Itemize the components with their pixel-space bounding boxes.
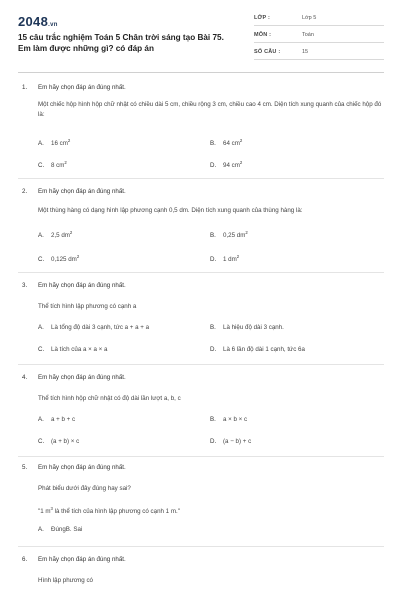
meta-value: Lớp 5 — [302, 15, 317, 21]
option-value: Là 6 lần độ dài 1 cạnh, tức 6a — [223, 346, 305, 353]
option-letter: C. — [38, 162, 45, 170]
option-letter: A. — [38, 140, 44, 148]
option-value: a + b + c — [51, 416, 76, 423]
question-text: Một chiếc hộp hình hộp chữ nhật có chiều dài 5 cm, chiều rộng 3 cm, chiều cao 4 cm. Diện tích xung quanh của chiếc hộp đó là: — [38, 101, 382, 118]
option-value: Là hiệu độ dài 3 cạnh. — [223, 324, 284, 331]
question-text: Thể tích hình hộp chữ nhật có độ dài lần lượt a, b, c — [38, 395, 181, 402]
option-value: 8 cm — [51, 162, 65, 170]
question-number: 3. — [22, 282, 28, 289]
question-text: Thể tích hình lập phương có cạnh a — [38, 303, 137, 310]
question-prompt: Em hãy chọn đáp án đúng nhất. — [38, 282, 126, 289]
option-d[interactable] — [210, 160, 242, 169]
logo-suffix: .vn — [48, 22, 58, 28]
option-value: 64 cm — [223, 140, 240, 148]
option-d[interactable] — [210, 254, 239, 263]
document-title: 15 câu trắc nghiệm Toán 5 Chân trời sáng tạo Bài 75. Em làm được những gì? có đáp án — [18, 33, 224, 53]
logo-main: 2048 — [18, 14, 49, 29]
option-sup: 2 — [236, 254, 240, 259]
question-prompt: Em hãy chọn đáp án đúng nhất. — [38, 84, 126, 91]
option-value: (a − b) + c — [223, 438, 252, 445]
option-letter: C. — [38, 346, 45, 353]
question-number: 4. — [22, 374, 28, 381]
option-letter: D. — [210, 438, 217, 445]
meta-row-subject — [254, 29, 384, 43]
question-divider — [18, 272, 384, 273]
question-statement — [38, 504, 383, 517]
meta-label: SỐ CÂU : — [254, 49, 281, 55]
option-letter: B. — [210, 324, 216, 331]
option-d[interactable] — [210, 438, 251, 445]
option-letter: D. — [210, 346, 217, 353]
question-prompt: Em hãy chọn đáp án đúng nhất. — [38, 188, 126, 195]
option-c[interactable] — [38, 254, 79, 263]
question-number: 2. — [22, 188, 28, 195]
option-value: 16 cm — [51, 140, 68, 148]
option-c[interactable] — [38, 438, 79, 445]
option-a[interactable] — [38, 138, 70, 147]
site-logo[interactable] — [18, 14, 58, 29]
option-value: ĐúngB. Sai — [51, 526, 83, 533]
option-letter: C. — [38, 438, 45, 445]
option-a[interactable] — [38, 416, 75, 423]
question-number: 5. — [22, 464, 28, 471]
option-sup: 2 — [239, 160, 243, 165]
option-b[interactable] — [210, 230, 248, 239]
header-divider — [18, 72, 384, 73]
option-value: Là tích của a × a × a — [51, 346, 108, 353]
question-number: 6. — [22, 556, 28, 563]
option-letter: B. — [210, 232, 216, 240]
meta-value: 15 — [302, 49, 309, 55]
statement-sup: 3 — [50, 506, 53, 511]
option-sup: 2 — [245, 230, 248, 235]
option-letter: B. — [210, 416, 216, 423]
option-value: 0,125 dm — [51, 256, 77, 264]
option-value: Là tổng độ dài 3 cạnh, tức a + a + a — [51, 324, 150, 331]
statement-post: là thể tích của hình lập phương có cạnh 1 m." — [52, 508, 180, 516]
option-b[interactable] — [210, 416, 247, 423]
option-sup: 2 — [69, 230, 73, 235]
option-letter: A. — [38, 324, 44, 331]
option-b[interactable] — [210, 324, 284, 331]
option-letter: A. — [38, 232, 44, 240]
question-prompt: Em hãy chọn đáp án đúng nhất. — [38, 374, 126, 381]
meta-row-count — [254, 46, 384, 60]
option-a[interactable] — [38, 324, 149, 331]
option-letter: A. — [38, 416, 44, 423]
question-prompt: Em hãy chọn đáp án đúng nhất. — [38, 464, 126, 471]
option-value: 1 dm — [223, 256, 237, 264]
question-divider — [18, 456, 384, 457]
question-prompt: Em hãy chọn đáp án đúng nhất. — [38, 556, 126, 563]
option-letter: C. — [38, 256, 45, 264]
meta-label: LỚP : — [254, 15, 270, 21]
option-c[interactable] — [38, 160, 67, 169]
option-value: (a + b) × c — [51, 438, 80, 445]
option-letter: D. — [210, 256, 217, 264]
option-b[interactable] — [210, 138, 242, 147]
meta-row-class — [254, 12, 384, 26]
question-text: Hình lập phương có — [38, 577, 93, 584]
meta-info — [254, 12, 384, 63]
option-sup: 2 — [76, 254, 80, 259]
statement-pre: "1 m — [38, 508, 51, 516]
option-sup: 2 — [239, 138, 243, 143]
option-letter: A. — [38, 526, 44, 533]
option-letter: B. — [210, 140, 216, 148]
meta-label: MÔN : — [254, 32, 272, 38]
option-c[interactable] — [38, 346, 107, 353]
option-d[interactable] — [210, 346, 305, 353]
meta-value: Toán — [302, 32, 314, 38]
option-value: 94 cm — [223, 162, 240, 170]
question-text: Phát biểu dưới đây đúng hay sai? — [38, 485, 131, 492]
option-a[interactable] — [38, 230, 72, 239]
option-sup: 2 — [64, 160, 67, 165]
option-value: 2,5 dm — [51, 232, 70, 240]
question-number: 1. — [22, 84, 28, 91]
option-value: 0,25 dm — [223, 232, 246, 240]
question-divider — [18, 178, 384, 179]
option-a[interactable] — [38, 526, 82, 533]
question-divider — [18, 364, 384, 365]
option-value: a × b × c — [223, 416, 248, 423]
question-divider — [18, 546, 384, 547]
question-text: Một thùng hàng có dạng hình lập phương cạnh 0,5 dm. Diện tích xung quanh của thùng hàng là: — [38, 207, 303, 214]
option-letter: D. — [210, 162, 217, 170]
option-sup: 2 — [67, 138, 71, 143]
